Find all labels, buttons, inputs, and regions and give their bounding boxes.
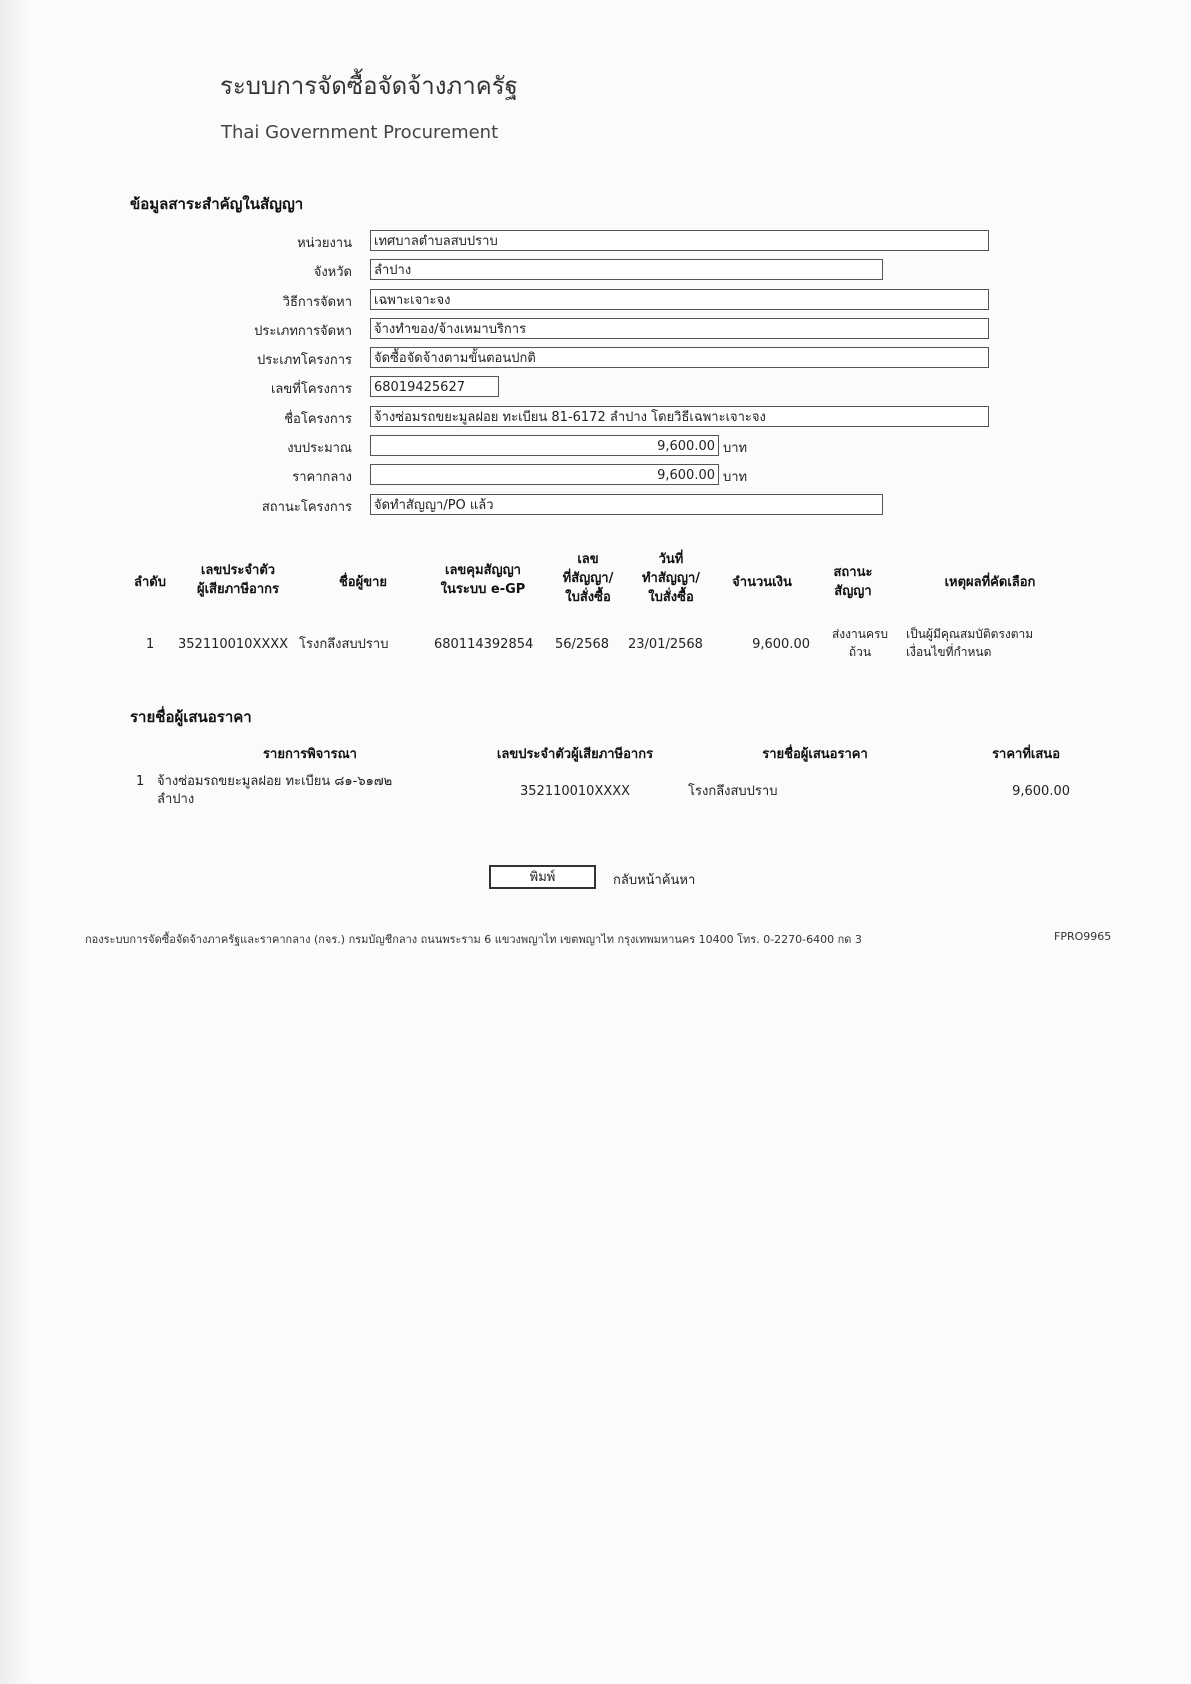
method-field: เฉพาะเจาะจง [370, 289, 989, 310]
system-title-english: Thai Government Procurement [221, 122, 499, 143]
project-type-field: จัดซื้อจัดจ้างตามขั้นตอนปกติ [370, 347, 989, 368]
procurement-type-label: ประเภทการจัดหา [254, 324, 352, 339]
row-amount: 9,600.00 [752, 637, 810, 652]
bidder-col-header-item: รายการพิจารณา [263, 747, 357, 762]
col-header-vendor: ชื่อผู้ขาย [338, 575, 388, 590]
agency-label: หน่วยงาน [297, 236, 352, 251]
col-header-amount: จำนวนเงิน [732, 575, 792, 590]
reference-price-field: 9,600.00 [370, 464, 719, 485]
project-name-label: ชื่อโครงการ [284, 412, 352, 427]
page-edge [0, 0, 30, 1684]
footer-form-code: FPRO9965 [1054, 930, 1112, 943]
agency-field: เทศบาลตำบลสบปราบ [370, 230, 989, 251]
col-header-contract-number: เลข ที่สัญญา/ ใบสั่งซื้อ [562, 552, 614, 605]
reference-price-label: ราคากลาง [292, 470, 352, 485]
print-button[interactable]: พิมพ์ [489, 865, 596, 889]
province-field: ลำปาง [370, 259, 883, 280]
back-to-search-link[interactable]: กลับหน้าค้นหา [613, 873, 696, 888]
project-status-field: จัดทำสัญญา/PO แล้ว [370, 494, 883, 515]
col-header-contract-status: สถานะ สัญญา [833, 565, 873, 599]
project-name-field: จ้างซ่อมรถขยะมูลฝอย ทะเบียน 81-6172 ลำปาง โดยวิธีเฉพาะเจาะจง [370, 406, 989, 427]
bidder-row-tax-id: 352110010XXXX [520, 784, 631, 799]
col-header-tax-id: เลขประจำตัว ผู้เสียภาษีอากร [196, 563, 279, 597]
footer-address: กองระบบการจัดซื้อจัดจ้างภาครัฐและราคากลาง (กจร.) กรมบัญชีกลาง ถนนพระราม 6 แขวงพญาไท เขตพญาไท กรุงเทพมหานคร 10400 โทร. 0-2270-6400 กด 3 [85, 933, 862, 946]
row-egp-number: 680114392854 [434, 637, 534, 652]
system-title-thai: ระบบการจัดซื้อจัดจ้างภาครัฐ [220, 72, 518, 100]
project-number-label: เลขที่โครงการ [270, 382, 352, 397]
contract-summary-heading: ข้อมูลสาระสำคัญในสัญญา [130, 195, 304, 213]
bidder-row-price: 9,600.00 [1012, 784, 1070, 799]
col-header-contract-date: วันที่ ทำสัญญา/ ใบสั่งซื้อ [641, 552, 700, 605]
col-header-egp-number: เลขคุมสัญญา ในระบบ e-GP [440, 563, 526, 597]
budget-unit: บาท [723, 441, 748, 456]
row-contract-number: 56/2568 [555, 637, 610, 652]
bidder-row-item: จ้างซ่อมรถขยะมูลฝอย ทะเบียน ๘๑-๖๑๗๒ ลำปาง [157, 774, 393, 807]
method-label: วิธีการจัดหา [282, 295, 352, 310]
row-selection-reason: เป็นผู้มีคุณสมบัติตรงตาม เงื่อนไขที่กำหนด [906, 627, 1034, 659]
project-type-label: ประเภทโครงการ [257, 353, 352, 368]
row-no: 1 [146, 637, 155, 652]
bidder-col-header-tax-id: เลขประจำตัวผู้เสียภาษีอากร [496, 747, 654, 762]
row-contract-date: 23/01/2568 [628, 637, 703, 652]
project-status-label: สถานะโครงการ [261, 500, 352, 515]
province-label: จังหวัด [313, 265, 352, 280]
budget-field: 9,600.00 [370, 435, 719, 456]
bidder-row-no: 1 [136, 774, 145, 789]
bidder-col-header-name: รายชื่อผู้เสนอราคา [762, 747, 868, 762]
project-number-field: 68019425627 [370, 376, 499, 397]
reference-price-unit: บาท [723, 470, 748, 485]
row-contract-status: ส่งงานครบ ถ้วน [831, 627, 889, 659]
procurement-type-field: จ้างทำของ/จ้างเหมาบริการ [370, 318, 989, 339]
row-vendor: โรงกลึงสบปราบ [299, 637, 389, 652]
row-tax-id: 352110010XXXX [178, 637, 289, 652]
bidder-col-header-price: ราคาที่เสนอ [992, 747, 1060, 762]
bidder-row-name: โรงกลึงสบปราบ [688, 784, 778, 799]
col-header-selection-reason: เหตุผลที่คัดเลือก [944, 575, 1036, 590]
bidders-heading: รายชื่อผู้เสนอราคา [130, 708, 252, 726]
col-header-no: ลำดับ [134, 575, 166, 590]
budget-label: งบประมาณ [287, 441, 352, 456]
